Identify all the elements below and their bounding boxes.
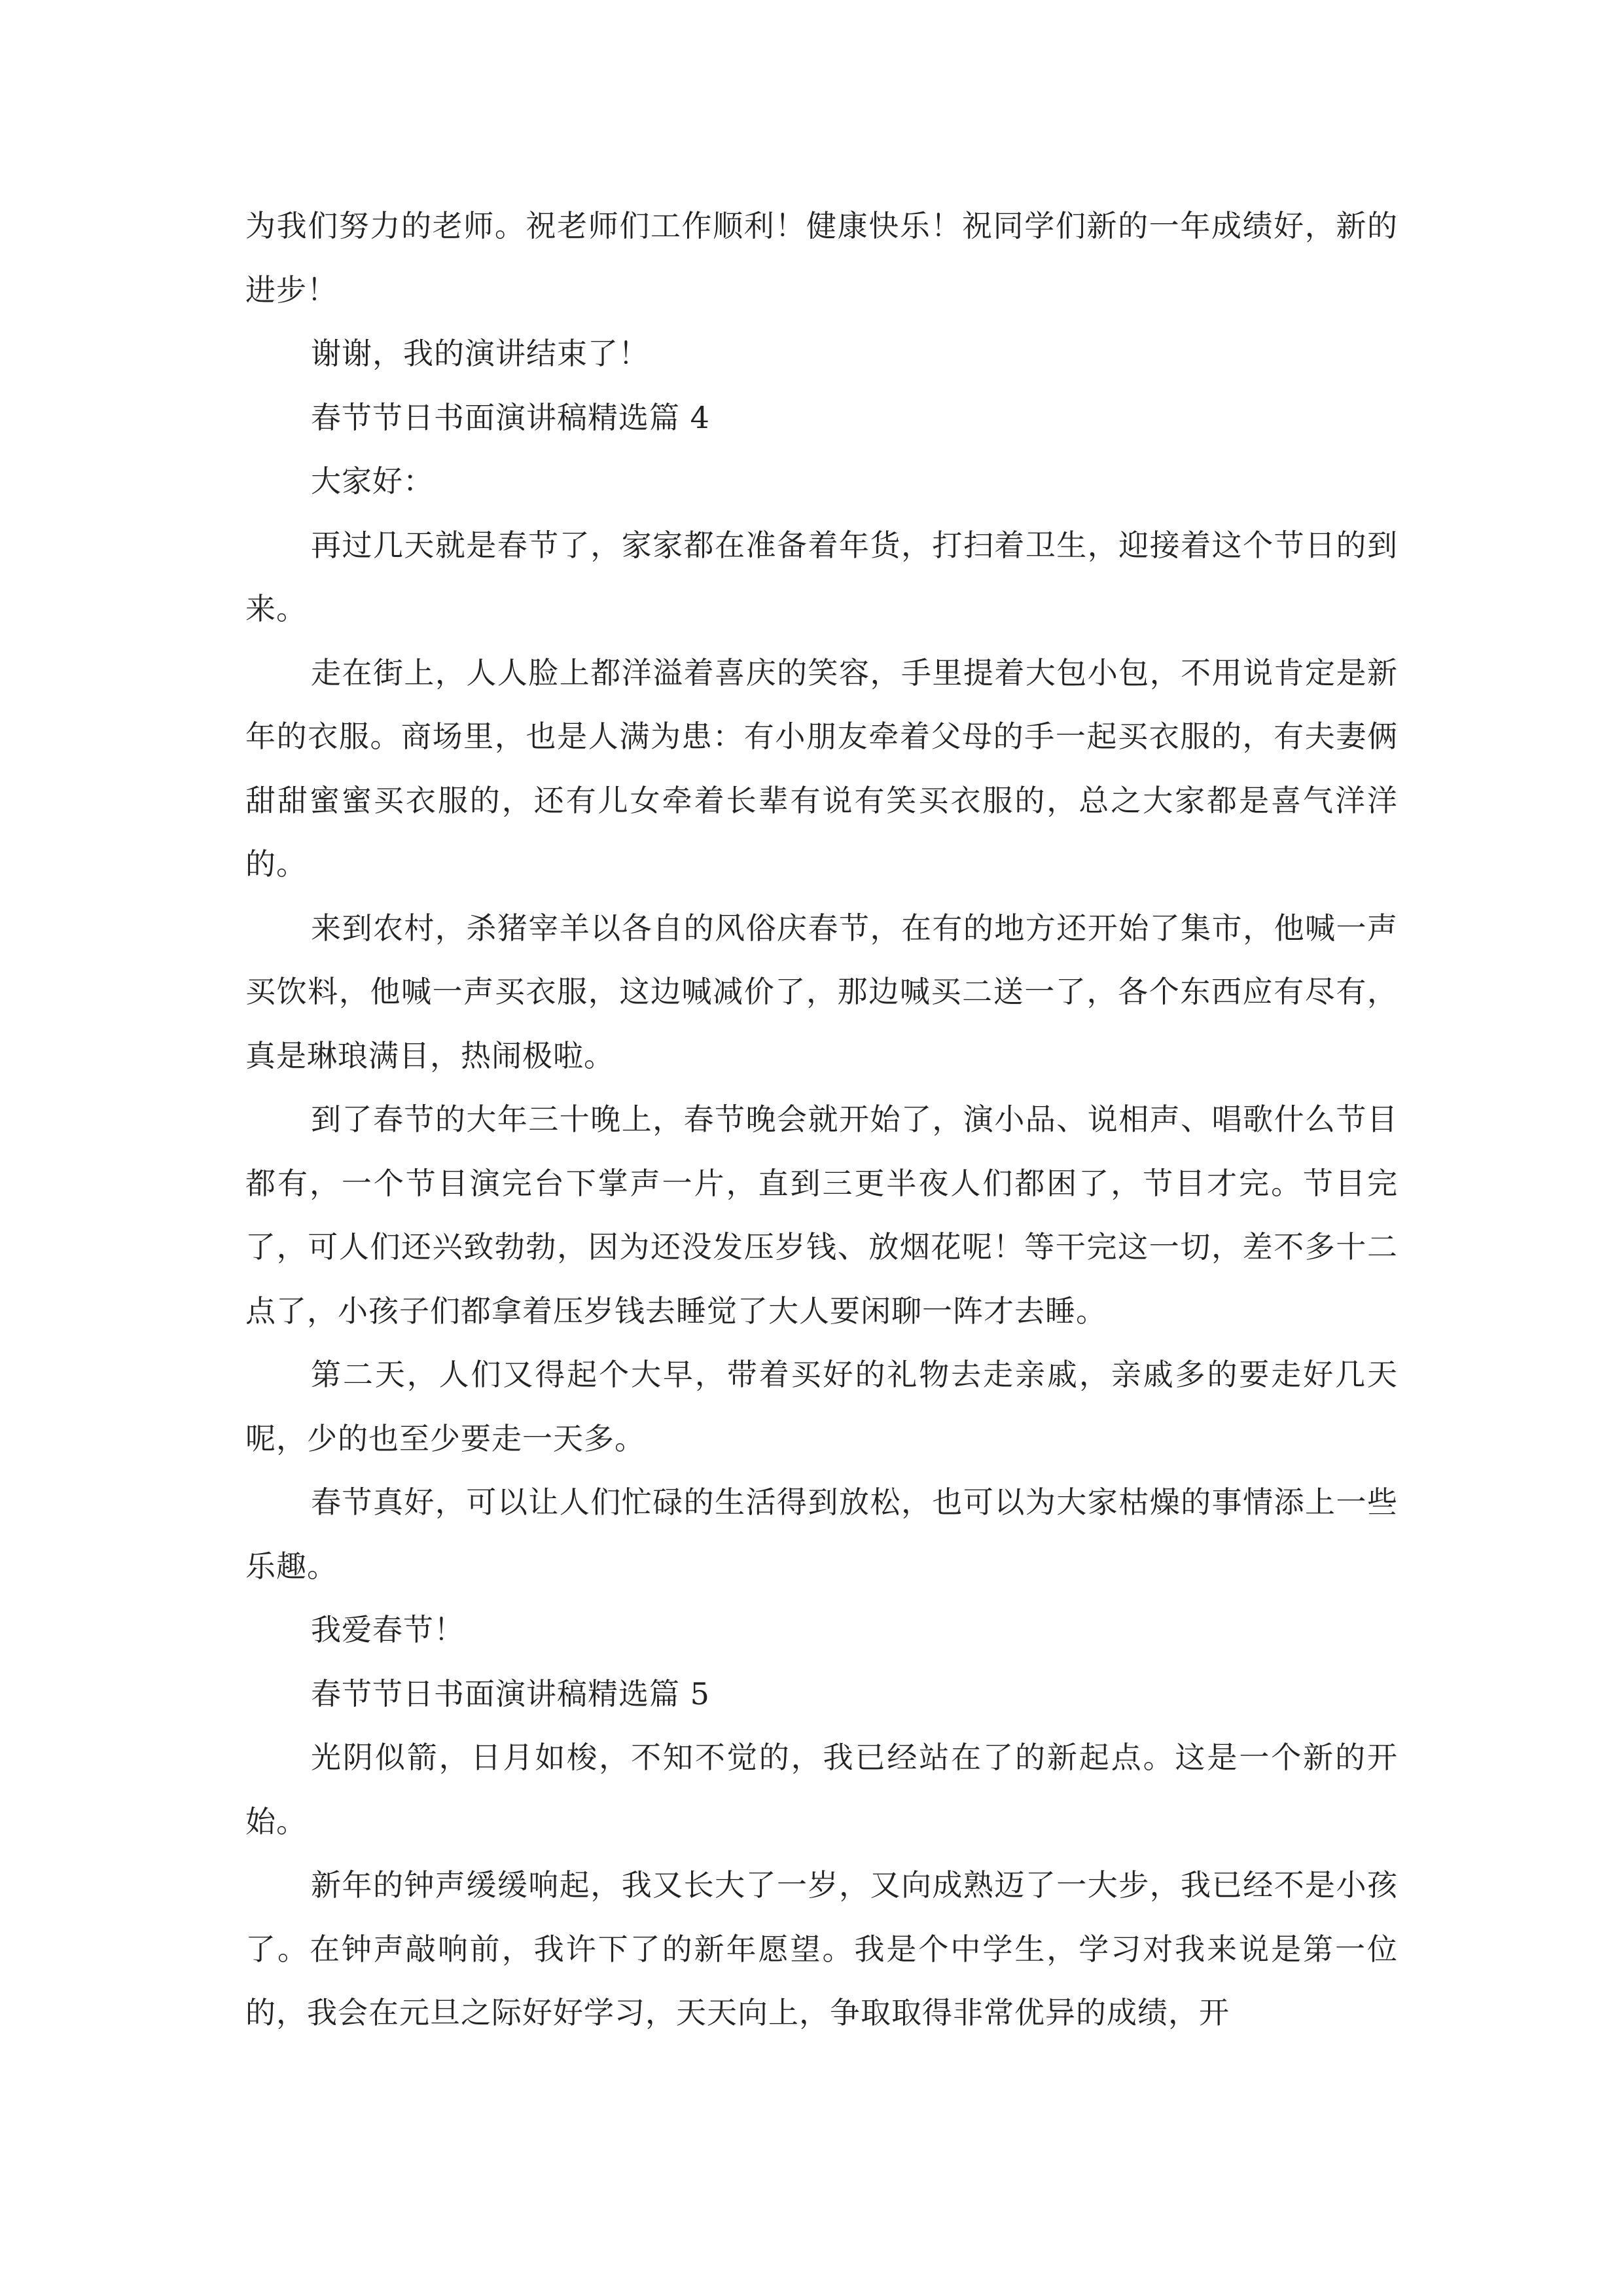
section-heading-4: 春节节日书面演讲稿精选篇 4 [311,399,710,435]
paragraph-body: 再过几天就是春节了，家家都在准备着年货，打扫着卫生，迎接着这个节日的到来。 [245,527,1398,626]
paragraph-body: 走在街上，人人脸上都洋溢着喜庆的笑容，手里提着大包小包，不用说肯定是新年的衣服。商场里，也是人满为患：有小朋友牵着父母的手一起买衣服的，有夫妻俩甜甜蜜蜜买衣服的，还有儿女牵着长辈有说有笑买衣服的，总之大家都是喜气洋洋的。 [245,655,1398,882]
document-body [245,194,1398,2045]
paragraph-closing-wishes: 为我们努力的老师。祝老师们工作顺利！健康快乐！祝同学们新的一年成绩好，新的进步！ [245,208,1398,308]
paragraph-body: 新年的钟声缓缓响起，我又长大了一岁，又向成熟迈了一大步，我已经不是小孩了。在钟声敲响前，我许下了的新年愿望。我是个中学生，学习对我来说是第一位的，我会在元旦之际好好学习，天天向上，争取取得非常优异的成绩，开 [245,1867,1398,2030]
paragraph-body: 春节真好，可以让人们忙碌的生活得到放松，也可以为大家枯燥的事情添上一些乐趣。 [245,1484,1398,1584]
paragraph-body: 光阴似箭，日月如梭，不知不觉的，我已经站在了的新起点。这是一个新的开始。 [245,1740,1398,1839]
paragraph-body: 到了春节的大年三十晚上，春节晚会就开始了，演小品、说相声、唱歌什么节目都有，一个节目演完台下掌声一片，直到三更半夜人们都困了，节目才完。节目完了，可人们还兴致勃勃，因为还没发压岁钱、放烟花呢！等干完这一切，差不多十二点了，小孩子们都拿着压岁钱去睡觉了大人要闲聊一阵才去睡。 [245,1102,1398,1329]
paragraph-body: 来到农村，杀猪宰羊以各自的风俗庆春节，在有的地方还开始了集市，他喊一声买饮料，他喊一声买衣服，这边喊减价了，那边喊买二送一了，各个东西应有尽有，真是琳琅满目，热闹极啦。 [245,910,1398,1073]
paragraph-greeting: 大家好： [311,463,434,499]
paragraph-love-spring-festival: 我爱春节！ [311,1612,465,1647]
paragraph-body: 第二天，人们又得起个大早，带着买好的礼物去走亲戚，亲戚多的要走好几天呢，少的也至少要走一天多。 [245,1357,1398,1456]
section-heading-5: 春节节日书面演讲稿精选篇 5 [311,1676,710,1712]
paragraph-thanks: 谢谢，我的演讲结束了！ [311,336,649,371]
